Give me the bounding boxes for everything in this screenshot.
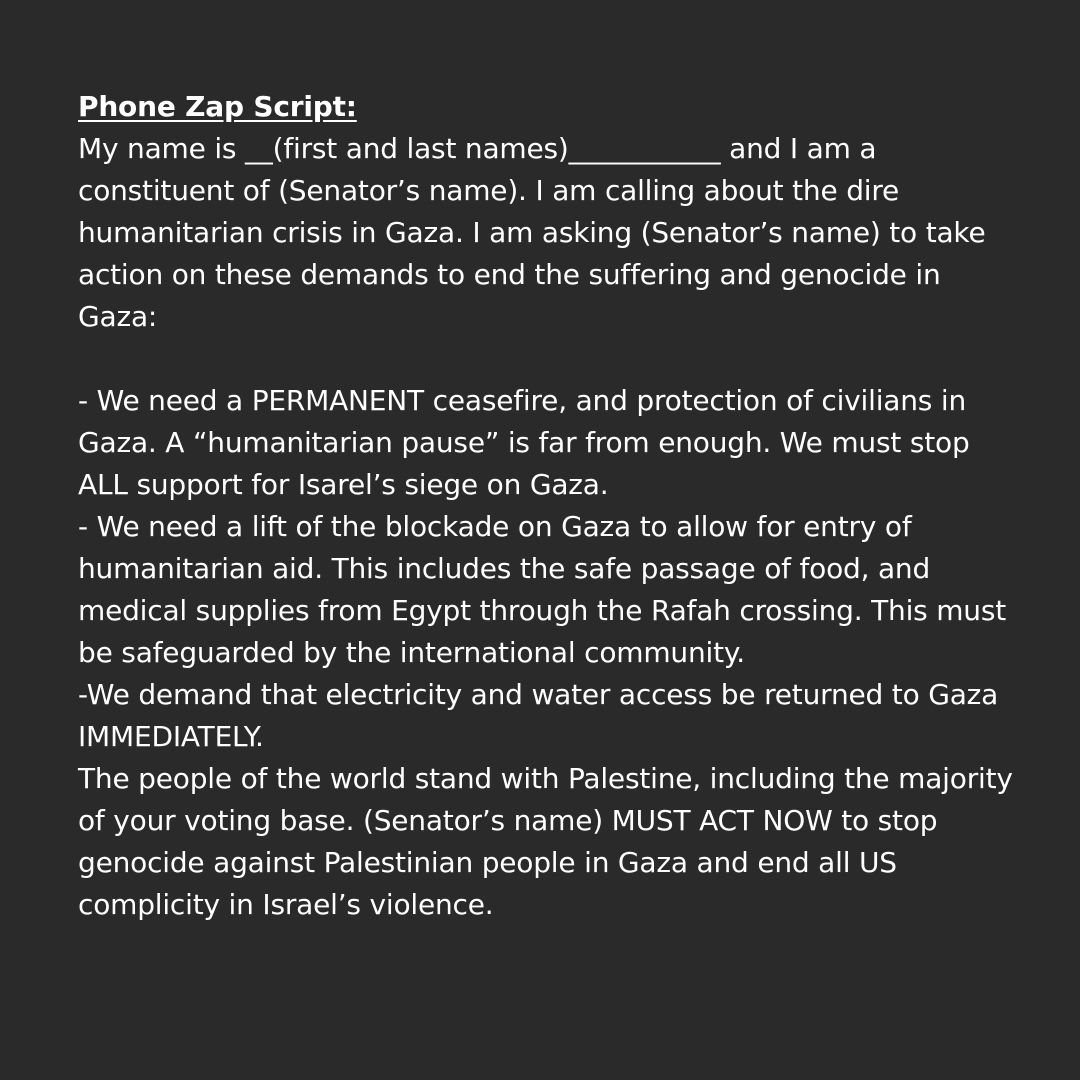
demand-ceasefire: - We need a PERMANENT ceasefire, and protection of civilians in Gaza. A “humanitarian pause” is far from enough. We must stop ALL support for Isarel’s siege on Gaza. [78,384,970,501]
demand-lift-blockade: - We need a lift of the blockade on Gaza to allow for entry of humanitarian aid. This includes the safe passage of food, and medical supplies from Egypt through the Rafah crossing. This must be safeguarded by the international community. [78,510,1007,669]
closing-paragraph: The people of the world stand with Palestine, including the majority of your voting base. (Senator’s name) MUST ACT NOW to stop genocide against Palestinian people in Gaza and end all US complicity in Israel’s violence. [78,762,1013,921]
demand-electricity-water: -We demand that electricity and water access be returned to Gaza IMMEDIATELY. [78,678,999,753]
script-card [78,86,1018,926]
intro-paragraph: My name is __(first and last names)___________ and I am a constituent of (Senator’s name). I am calling about the dire humanitarian crisis in Gaza. I am asking (Senator’s name) to take action on these demands to end the suffering and genocide in Gaza: [78,132,986,333]
paragraph-spacer [78,338,1018,380]
script-title: Phone Zap Script: [78,90,357,123]
